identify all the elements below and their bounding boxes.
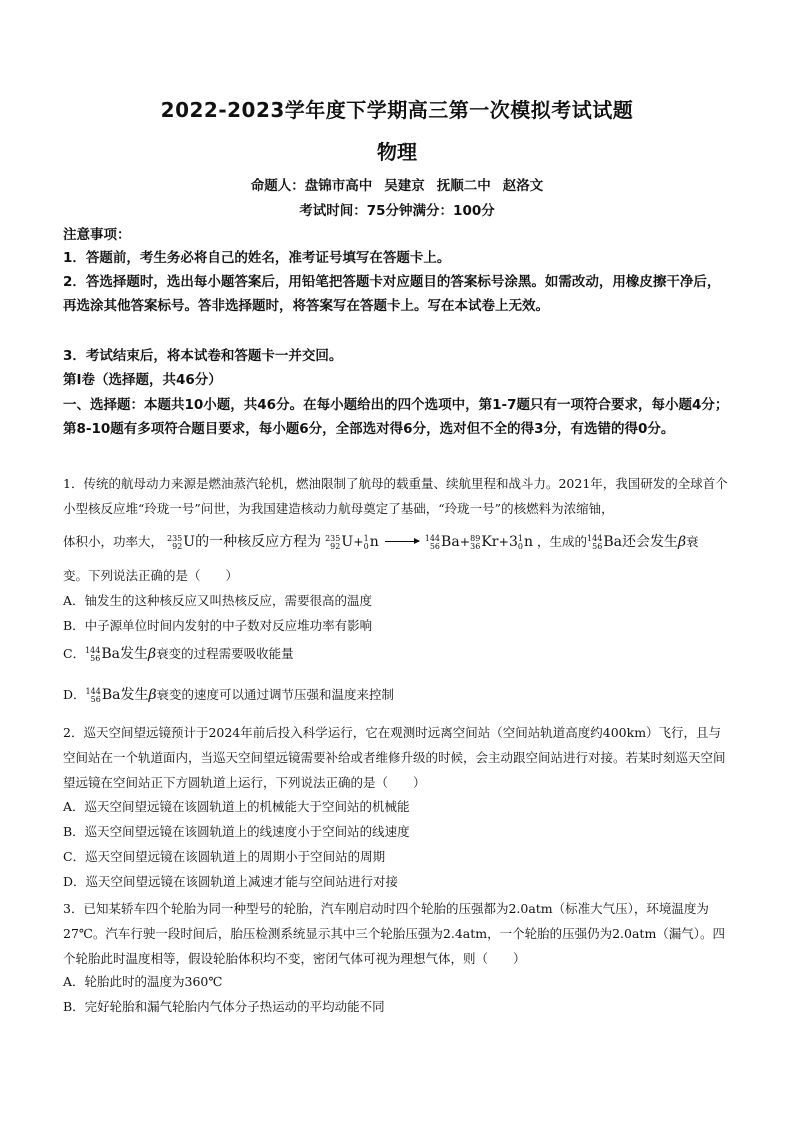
kr-symbol: Kr [481, 534, 499, 550]
q1-eq-pre: 体积小，功率大， [63, 534, 164, 549]
n-symbol-2: n [524, 534, 534, 550]
notice-item-1: 1．答题前，考生务必将自己的姓名，准考证号填写在答题卡上。 [63, 250, 451, 266]
u-symbol: U [341, 534, 354, 550]
coef-three: 3 [508, 534, 518, 550]
q3-option-a: A．轮胎此时的温度为360℃ [63, 974, 223, 989]
author-1: 吴建京 [384, 178, 425, 194]
nuclide-n-2: 1 0 [517, 533, 523, 551]
q1-eq-end2: 衰 [686, 534, 699, 549]
q1-eq-tail: ，生成的 [537, 534, 588, 549]
volume-heading: 第Ⅰ卷（选择题，共46分） [63, 372, 222, 388]
beta-symbol-c: β [148, 646, 157, 662]
nuclide-kr: 89 36 [470, 533, 481, 551]
section-instructions: 一、选择题：本题共10小题，共46分。在每小题给出的四个选项中，第1-7题只有一项符合要求，每小题4分；第8-10题有多项符合题目要求，每小题6分，全部选对得6分，选对但不全的得3分，有选错的得0分。 [63, 397, 729, 437]
author-2: 赵洛文 [502, 178, 544, 194]
q1-option-d-mid: Ba发生 [101, 687, 149, 703]
q3-option-b: B．完好轮胎和漏气轮胎内气体分子热运动的平均动能不同 [63, 999, 385, 1014]
q1-option-d-text: 衰变的速度可以通过调节压强和温度来控制 [156, 687, 395, 702]
q1-stem: 1．传统的航母动力来源是燃油蒸汽轮机，燃油限制了航母的载重量、续航里程和战斗力。2021年，我国研发的全球首个小型核反应堆“玲珑一号”问世，为我国建造核动力航母奠定了基础，“玲珑一号”的核燃料为浓缩铀， [63, 476, 728, 516]
beta-symbol: β [677, 534, 687, 550]
nuclide-ba: 144 56 [424, 533, 441, 551]
q2-option-d: D．巡天空间望远镜在该圆轨道上减速才能与空间站进行对接 [63, 874, 399, 889]
exam-title: 2022-2023学年度下学期高三第一次模拟考试试题 [160, 98, 634, 122]
q1-option-c-text: 衰变的过程需要吸收能量 [156, 646, 294, 661]
beta-symbol-d: β [148, 687, 157, 703]
q3-stem: 3．已知某轿车四个轮胎为同一种型号的轮胎，汽车刚启动时四个轮胎的压强都为2.0atm（标准大气压），环境温度为27℃。汽车行驶一段时间后，胎压检测系统显示其中三个轮胎压强为2.4atm，一个轮胎的压强仍为2.0atm（漏气）。四个轮胎此时温度相等，假设轮胎体积均不变，密闭气体可视为理想气体，则（ ） [63, 901, 726, 966]
n-symbol: n [369, 534, 379, 550]
q1-option-d-label: D． [63, 687, 86, 702]
ba-symbol: Ba [441, 534, 460, 550]
plus-sign-2: + [459, 534, 471, 549]
authors-label: 命题人：盘锦市高中 [250, 178, 373, 194]
q1-option-c-label: C． [63, 646, 86, 661]
plus-sign-3: + [498, 534, 509, 549]
subject-title: 物理 [377, 140, 417, 164]
reaction-arrow [385, 541, 419, 542]
q1-option-d [63, 685, 394, 705]
nuclide-ba-c: 144 56 [85, 645, 101, 663]
authors-line [0, 174, 794, 194]
plus-sign: + [353, 534, 364, 549]
q1-eq-mid1: U的一种核反应方程为 [183, 534, 322, 550]
q2-option-a: A．巡天空间望远镜在该圆轨道上的机械能大于空间站的机械能 [63, 799, 410, 814]
q1-stem-2: 变。下列说法正确的是（ ） [63, 568, 239, 583]
exam-time: 考试时间：75分钟满分：100分 [299, 203, 495, 219]
nuclide-n: 1 0 [363, 533, 369, 551]
q1-option-b: B．中子源单位时间内发射的中子数对反应堆功率有影响 [63, 618, 373, 633]
nuclide-u235-b: 235 92 [325, 533, 341, 551]
q2-option-c: C．巡天空间望远镜在该圆轨道上的周期小于空间站的周期 [63, 849, 386, 864]
nuclide-u235-a: 235 92 [167, 533, 183, 551]
author-2-school: 抚顺二中 [436, 178, 491, 194]
notice-item-2: 2．答选择题时，选出每小题答案后，用铅笔把答题卡对应题目的答案标号涂黑。如需改动，用橡皮擦干净后，再选涂其他答案标号。答非选择题时，将答案写在答题卡上。写在本试卷上无效。 [63, 274, 721, 314]
q2-stem: 2．巡天空间望远镜预计于2024年前后投入科学运行，它在观测时远离空间站（空间站轨道高度约400km）飞行，且与空间站在一个轨道面内，当巡天空间望远镜需要补给或者维修升级的时候，会主动跟空间站进行对接。若某时刻巡天空间望远镜在空间站正下方圆轨道上运行，下列说法正确的是（ ） [63, 725, 726, 790]
notice-heading: 注意事项： [63, 227, 131, 243]
notice-item-3: 3．考试结束后，将本试卷和答题卡一并交回。 [63, 348, 343, 364]
q2-option-b: B．巡天空间望远镜在该圆轨道上的线速度小于空间站的线速度 [63, 824, 410, 839]
q1-option-c-mid: Ba发生 [101, 646, 148, 662]
q1-option-a: A．铀发生的这种核反应又叫热核反应，需要很高的温度 [63, 593, 373, 608]
nuclide-ba-d: 144 56 [85, 686, 101, 704]
q1-eq-end: Ba还会发生 [603, 534, 678, 550]
q1-option-c [63, 644, 294, 664]
q1-equation-line [63, 522, 729, 562]
nuclide-ba-2: 144 56 [587, 533, 603, 551]
